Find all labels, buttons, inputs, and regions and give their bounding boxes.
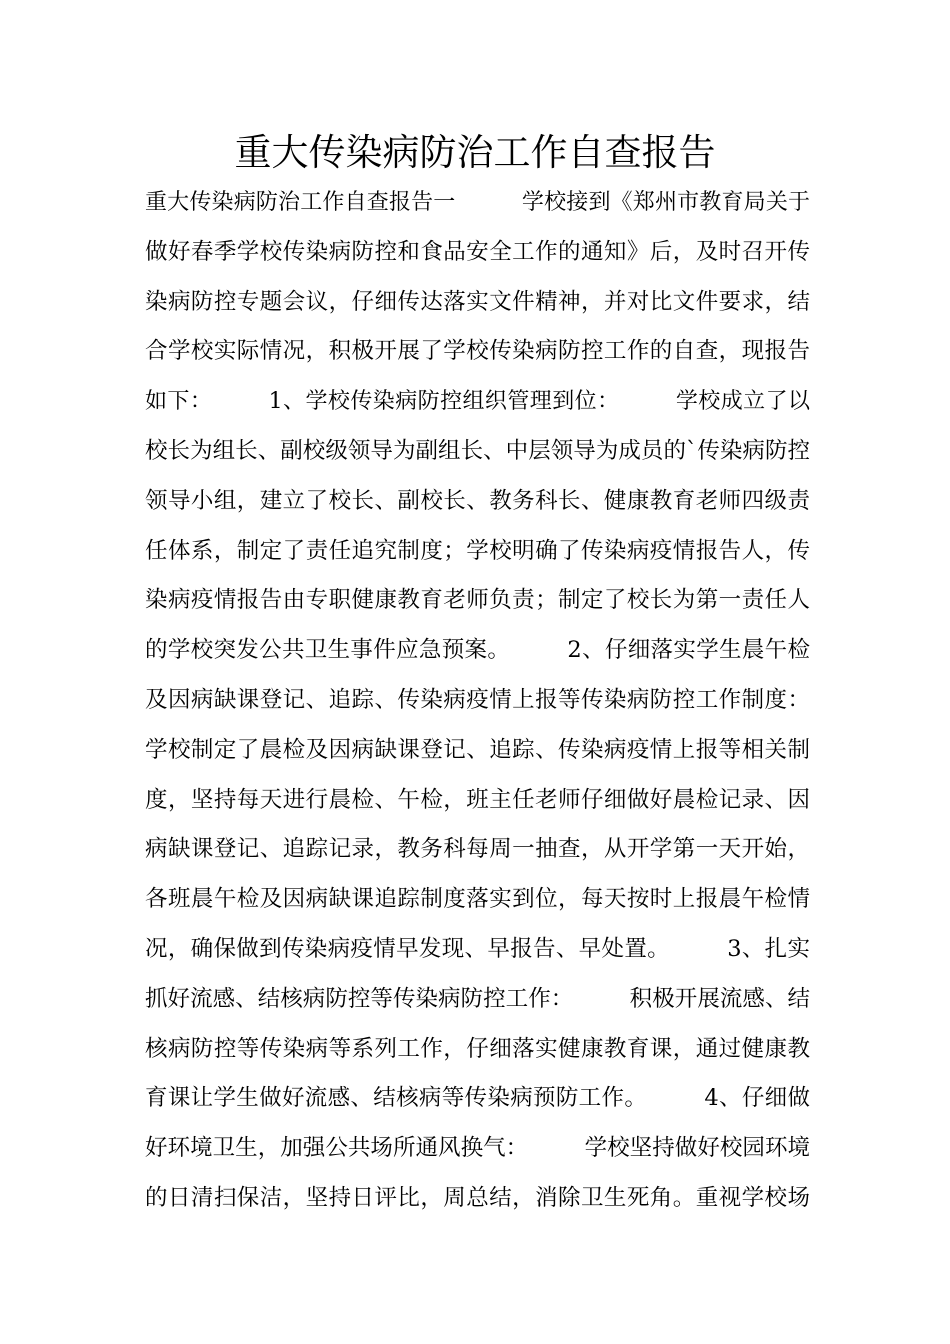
body-line: 抓好流感、结核病防控等传染病防控工作： 积极开展流感、结 bbox=[145, 985, 810, 1012]
body-line: 的学校突发公共卫生事件应急预案。 2、仔细落实学生晨午检 bbox=[145, 637, 810, 664]
body-line: 染病疫情报告由专职健康教育老师负责；制定了校长为第一责任人 bbox=[145, 587, 810, 614]
body-line: 核病防控等传染病等系列工作，仔细落实健康教育课，通过健康教 bbox=[145, 1035, 810, 1062]
body-line: 各班晨午检及因病缺课追踪制度落实到位，每天按时上报晨午检情 bbox=[145, 886, 810, 913]
document-body bbox=[145, 178, 810, 1224]
body-line: 校长为组长、副校级领导为副组长、中层领导为成员的`传染病防控 bbox=[145, 437, 810, 464]
body-line: 育课让学生做好流感、结核病等传染病预防工作。 4、仔细做 bbox=[145, 1085, 810, 1112]
body-line: 及因病缺课登记、追踪、传染病疫情上报等传染病防控工作制度： bbox=[145, 686, 810, 713]
body-line: 任体系，制定了责任追究制度；学校明确了传染病疫情报告人，传 bbox=[145, 537, 810, 564]
document-title: 重大传染病防治工作自查报告 bbox=[234, 131, 716, 174]
body-line: 学校制定了晨检及因病缺课登记、追踪、传染病疫情上报等相关制 bbox=[145, 736, 810, 763]
body-line: 重大传染病防治工作自查报告一 学校接到《郑州市教育局关于 bbox=[145, 190, 810, 215]
body-line: 病缺课登记、追踪记录，教务科每周一抽查，从开学第一天开始， bbox=[145, 836, 810, 863]
body-line: 如下： 1、学校传染病防控组织管理到位： 学校成立了以 bbox=[145, 389, 810, 415]
body-line: 况，确保做到传染病疫情早发现、早报告、早处置。 3、扎实 bbox=[145, 935, 810, 962]
body-line: 做好春季学校传染病防控和食品安全工作的通知》后，及时召开传 bbox=[145, 238, 810, 265]
body-line: 的日清扫保洁，坚持日评比，周总结，消除卫生死角。重视学校场 bbox=[145, 1184, 810, 1211]
body-line: 领导小组，建立了校长、副校长、教务科长、健康教育老师四级责 bbox=[145, 487, 810, 514]
body-line: 好环境卫生，加强公共场所通风换气： 学校坚持做好校园环境 bbox=[145, 1135, 810, 1162]
body-line: 合学校实际情况，积极开展了学校传染病防控工作的自查，现报告 bbox=[145, 338, 810, 365]
body-line: 度，坚持每天进行晨检、午检，班主任老师仔细做好晨检记录、因 bbox=[145, 786, 810, 813]
body-line: 染病防控专题会议，仔细传达落实文件精神，并对比文件要求，结 bbox=[145, 288, 810, 315]
